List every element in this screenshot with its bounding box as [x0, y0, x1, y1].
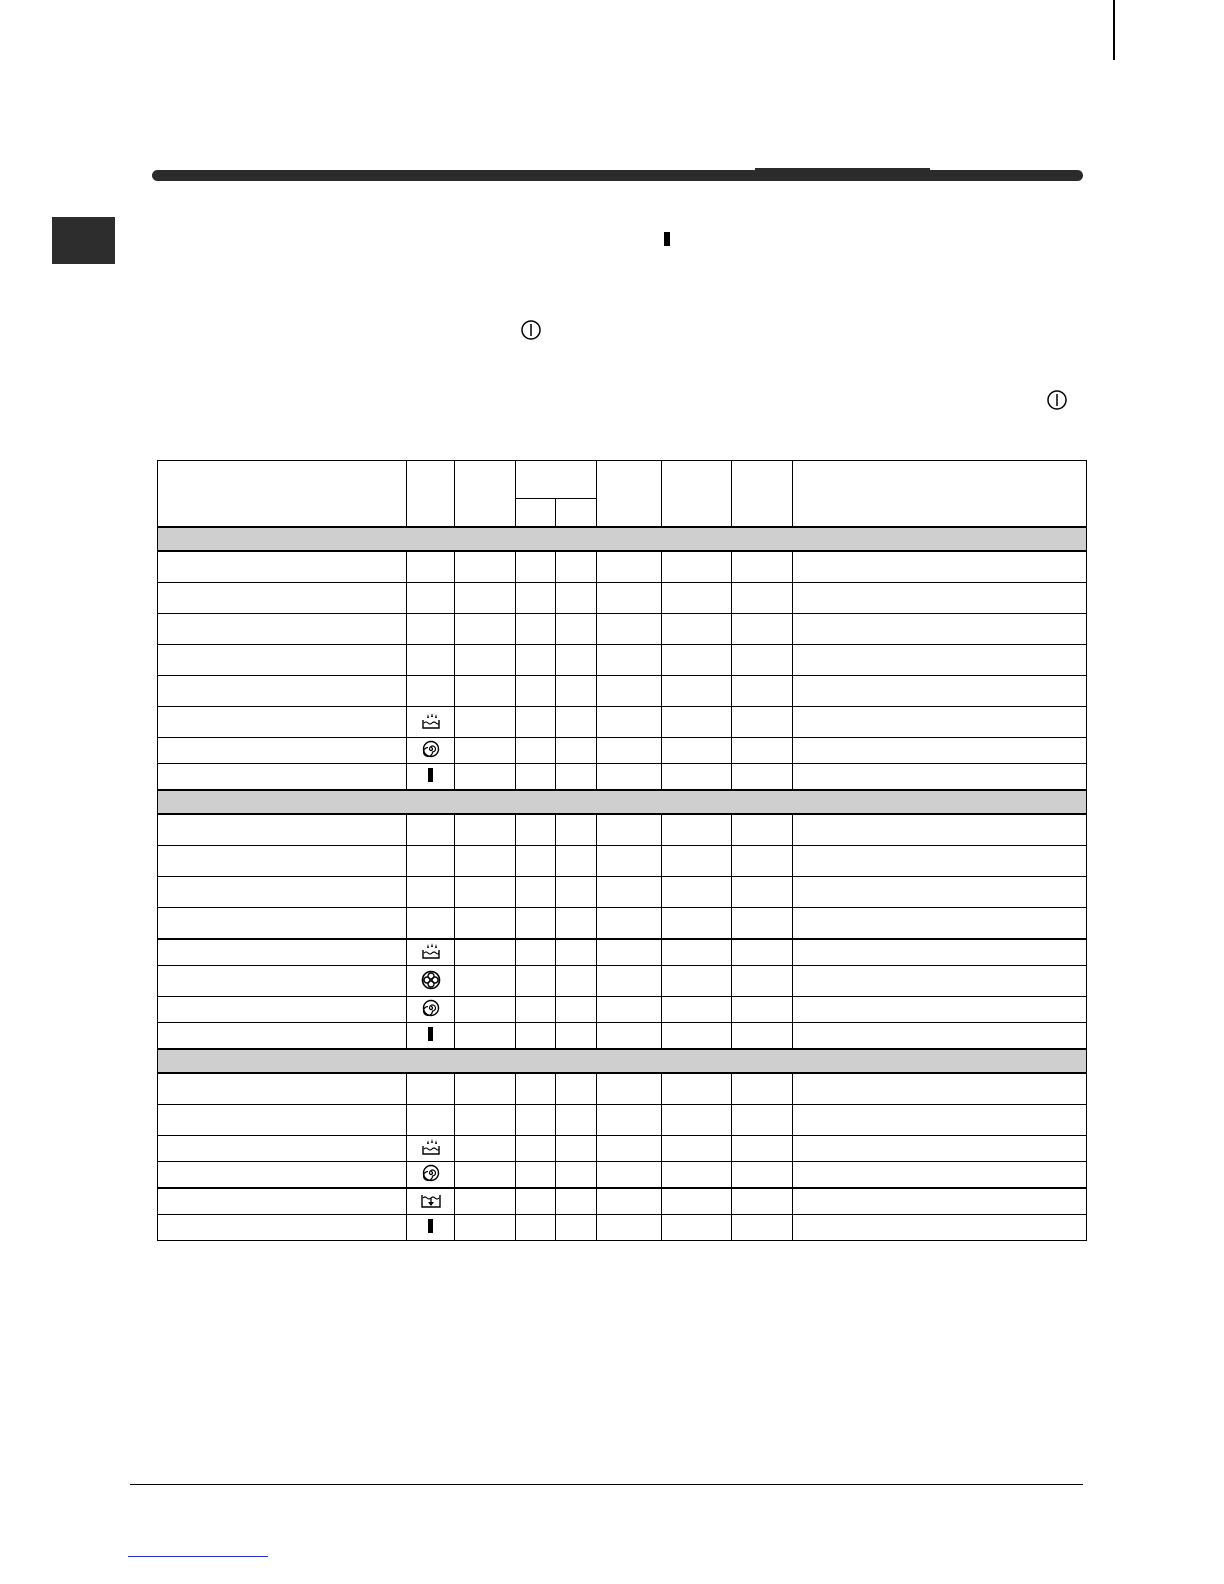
table-cell: [662, 814, 732, 846]
table-cell: [732, 877, 793, 908]
symbol-cell: [407, 939, 455, 966]
table-cell: [455, 939, 516, 966]
table-cell: [732, 1073, 793, 1105]
symbol-cell: [407, 1023, 455, 1050]
power-icon: [1046, 389, 1068, 416]
table-row: [158, 1073, 1087, 1105]
table-cell: [455, 676, 516, 707]
table-cell: [597, 738, 662, 764]
table-cell: [793, 997, 1087, 1023]
footer-link-underline: [128, 1556, 268, 1557]
table-cell: [597, 583, 662, 614]
table-cell: [516, 997, 556, 1023]
table-row: [158, 1105, 1087, 1136]
programme-cell: [158, 997, 407, 1023]
table-cell: [556, 1162, 597, 1189]
programme-cell: [158, 814, 407, 846]
table-cell: [556, 551, 597, 583]
table-cell: [597, 1188, 662, 1215]
programme-cell: [158, 1136, 407, 1162]
programme-cell: [158, 966, 407, 997]
table-row: [158, 939, 1087, 966]
table-cell: [662, 966, 732, 997]
table-cell: [793, 551, 1087, 583]
symbol-cell: [407, 738, 455, 764]
header-detergent-b: [556, 499, 597, 528]
table-cell: [597, 1162, 662, 1189]
table-cell: [793, 1162, 1087, 1189]
table-cell: [662, 738, 732, 764]
table-cell: [732, 645, 793, 676]
table-cell: [597, 1023, 662, 1050]
table-cell: [732, 1023, 793, 1050]
table-cell: [793, 877, 1087, 908]
drain-bar-icon: [428, 1027, 434, 1044]
table-cell: [732, 1162, 793, 1189]
table-cell: [455, 645, 516, 676]
rinse-icon: [421, 1138, 441, 1159]
table-cell: [662, 1188, 732, 1215]
table-cell: [662, 1105, 732, 1136]
table-cell: [793, 764, 1087, 791]
table-cell: [732, 764, 793, 791]
symbol-cell: [407, 1105, 455, 1136]
delicate-rinse-icon: [421, 970, 441, 993]
language-side-tab: [52, 217, 115, 264]
section-header-row: [158, 1049, 1087, 1073]
symbol-cell: [407, 676, 455, 707]
table-cell: [556, 1023, 597, 1050]
table-cell: [455, 764, 516, 791]
table-row: [158, 551, 1087, 583]
symbol-cell: [407, 846, 455, 877]
spin-icon: [422, 1164, 440, 1185]
symbol-cell: [407, 1188, 455, 1215]
table-row: [158, 583, 1087, 614]
table-cell: [793, 939, 1087, 966]
programme-cell: [158, 614, 407, 645]
table-cell: [516, 908, 556, 940]
symbol-cell: [407, 707, 455, 738]
table-cell: [516, 1162, 556, 1189]
table-row: [158, 814, 1087, 846]
section-title: [158, 1049, 1087, 1073]
table-cell: [732, 707, 793, 738]
table-cell: [455, 707, 516, 738]
table-cell: [662, 707, 732, 738]
table-cell: [793, 1073, 1087, 1105]
table-cell: [455, 1162, 516, 1189]
symbol-cell: [407, 908, 455, 940]
table-cell: [597, 846, 662, 877]
table-cell: [597, 645, 662, 676]
table-cell: [516, 551, 556, 583]
table-cell: [793, 1188, 1087, 1215]
rinse-icon: [421, 712, 441, 733]
symbol-cell: [407, 1215, 455, 1241]
programme-cell: [158, 1073, 407, 1105]
header-col7: [732, 461, 793, 528]
table-cell: [516, 814, 556, 846]
table-cell: [516, 676, 556, 707]
programme-cell: [158, 707, 407, 738]
table-cell: [662, 1023, 732, 1050]
table-row: [158, 877, 1087, 908]
table-cell: [455, 997, 516, 1023]
table-row: [158, 997, 1087, 1023]
table-cell: [793, 583, 1087, 614]
symbol-cell: [407, 583, 455, 614]
programmes-table: [157, 460, 1087, 1241]
programme-cell: [158, 583, 407, 614]
table-cell: [556, 645, 597, 676]
table-cell: [516, 1023, 556, 1050]
table-cell: [556, 939, 597, 966]
section-header-row: [158, 527, 1087, 551]
table-cell: [597, 814, 662, 846]
table-cell: [662, 614, 732, 645]
programme-cell: [158, 1188, 407, 1215]
table-cell: [597, 1073, 662, 1105]
table-cell: [597, 966, 662, 997]
table-cell: [732, 614, 793, 645]
table-row: [158, 1188, 1087, 1215]
table-cell: [662, 939, 732, 966]
table-row: [158, 707, 1087, 738]
table-row: [158, 764, 1087, 791]
table-cell: [662, 583, 732, 614]
table-cell: [597, 1136, 662, 1162]
table-cell: [516, 645, 556, 676]
table-cell: [793, 1023, 1087, 1050]
table-cell: [455, 877, 516, 908]
table-cell: [556, 997, 597, 1023]
table-cell: [597, 676, 662, 707]
header-description: [793, 461, 1087, 528]
bar-icon: [664, 232, 670, 251]
table-cell: [793, 814, 1087, 846]
table-row: [158, 614, 1087, 645]
table-cell: [516, 1105, 556, 1136]
symbol-cell: [407, 997, 455, 1023]
table-cell: [455, 738, 516, 764]
programme-cell: [158, 645, 407, 676]
table-cell: [732, 583, 793, 614]
symbol-cell: [407, 614, 455, 645]
programme-cell: [158, 764, 407, 791]
table-cell: [455, 1073, 516, 1105]
table-cell: [793, 614, 1087, 645]
section-title: [158, 527, 1087, 551]
table-row: [158, 645, 1087, 676]
table-cell: [597, 551, 662, 583]
table-cell: [455, 814, 516, 846]
table-cell: [556, 1188, 597, 1215]
table-cell: [732, 814, 793, 846]
top-bar: [152, 170, 1083, 181]
table-cell: [597, 908, 662, 940]
header-detergent-a: [516, 499, 556, 528]
table-cell: [732, 738, 793, 764]
table-cell: [793, 1215, 1087, 1241]
table-cell: [556, 676, 597, 707]
table-cell: [732, 966, 793, 997]
table-cell: [516, 1215, 556, 1241]
programme-cell: [158, 738, 407, 764]
table-row: [158, 676, 1087, 707]
table-cell: [597, 877, 662, 908]
programme-cell: [158, 908, 407, 940]
symbol-cell: [407, 966, 455, 997]
table-cell: [662, 846, 732, 877]
table-cell: [516, 583, 556, 614]
table-cell: [732, 997, 793, 1023]
table-row: [158, 908, 1087, 940]
rinse-icon: [421, 942, 441, 963]
table-cell: [455, 1215, 516, 1241]
table-cell: [556, 1215, 597, 1241]
programme-cell: [158, 846, 407, 877]
header-temperature: [455, 461, 516, 528]
table-cell: [732, 1188, 793, 1215]
programme-cell: [158, 1162, 407, 1189]
table-cell: [455, 583, 516, 614]
drain-bar-icon: [428, 1219, 434, 1236]
table-cell: [516, 966, 556, 997]
header-programme: [158, 461, 407, 528]
table-cell: [516, 614, 556, 645]
table-cell: [516, 707, 556, 738]
symbol-cell: [407, 1136, 455, 1162]
table-cell: [732, 676, 793, 707]
table-cell: [793, 707, 1087, 738]
power-icon: [520, 319, 542, 346]
section-header-row: [158, 790, 1087, 814]
table-cell: [732, 908, 793, 940]
programme-cell: [158, 939, 407, 966]
table-cell: [793, 1136, 1087, 1162]
table-cell: [556, 707, 597, 738]
spin-icon: [422, 999, 440, 1020]
symbol-cell: [407, 814, 455, 846]
table-cell: [556, 846, 597, 877]
table-cell: [455, 551, 516, 583]
table-cell: [556, 966, 597, 997]
table-cell: [556, 614, 597, 645]
symbol-cell: [407, 877, 455, 908]
table-cell: [556, 1105, 597, 1136]
table-cell: [793, 1105, 1087, 1136]
table-cell: [732, 846, 793, 877]
table-cell: [455, 1188, 516, 1215]
table-cell: [455, 1023, 516, 1050]
table-cell: [793, 908, 1087, 940]
symbol-cell: [407, 1162, 455, 1189]
table-cell: [556, 1136, 597, 1162]
table-cell: [662, 676, 732, 707]
pump-out-icon: [420, 1191, 442, 1212]
table-cell: [732, 939, 793, 966]
table-cell: [597, 997, 662, 1023]
table-cell: [556, 583, 597, 614]
table-cell: [597, 1215, 662, 1241]
table-cell: [556, 738, 597, 764]
table-cell: [556, 814, 597, 846]
table-cell: [662, 1136, 732, 1162]
programme-cell: [158, 676, 407, 707]
table-row: [158, 1162, 1087, 1189]
table-row: [158, 738, 1087, 764]
table-cell: [455, 1105, 516, 1136]
table-cell: [662, 1215, 732, 1241]
programme-cell: [158, 1023, 407, 1050]
table-cell: [793, 738, 1087, 764]
table-cell: [793, 645, 1087, 676]
section-title: [158, 790, 1087, 814]
table-row: [158, 1023, 1087, 1050]
header-col5: [597, 461, 662, 528]
table-cell: [732, 1105, 793, 1136]
header-detergent-group: [516, 461, 597, 499]
table-cell: [455, 1136, 516, 1162]
table-cell: [516, 939, 556, 966]
table-cell: [662, 764, 732, 791]
table-cell: [662, 551, 732, 583]
programme-cell: [158, 1105, 407, 1136]
table-cell: [556, 877, 597, 908]
table-cell: [516, 1136, 556, 1162]
table-cell: [793, 676, 1087, 707]
table-cell: [793, 966, 1087, 997]
table-cell: [516, 1073, 556, 1105]
table-cell: [516, 1188, 556, 1215]
table-cell: [597, 1105, 662, 1136]
programme-cell: [158, 551, 407, 583]
footer-rule: [130, 1484, 1083, 1485]
table-row: [158, 846, 1087, 877]
table-cell: [732, 551, 793, 583]
symbol-cell: [407, 645, 455, 676]
table-row: [158, 966, 1087, 997]
symbol-cell: [407, 1073, 455, 1105]
table-cell: [597, 707, 662, 738]
table-cell: [516, 846, 556, 877]
crop-mark-top-right: [1113, 0, 1115, 60]
table-row: [158, 1215, 1087, 1241]
table-cell: [516, 738, 556, 764]
header-symbol: [407, 461, 455, 528]
programme-cell: [158, 877, 407, 908]
table-row: [158, 1136, 1087, 1162]
table-cell: [732, 1136, 793, 1162]
table-cell: [662, 1073, 732, 1105]
header-col6: [662, 461, 732, 528]
programme-cell: [158, 1215, 407, 1241]
table-cell: [455, 966, 516, 997]
table-cell: [732, 1215, 793, 1241]
table-cell: [662, 908, 732, 940]
table-cell: [556, 764, 597, 791]
symbol-cell: [407, 764, 455, 791]
table-cell: [455, 908, 516, 940]
table-cell: [662, 877, 732, 908]
symbol-cell: [407, 551, 455, 583]
table-cell: [793, 846, 1087, 877]
table-cell: [597, 764, 662, 791]
table-cell: [556, 1073, 597, 1105]
table-cell: [516, 764, 556, 791]
table-cell: [597, 614, 662, 645]
table-cell: [662, 997, 732, 1023]
table-cell: [556, 908, 597, 940]
spin-icon: [422, 740, 440, 761]
table-cell: [597, 939, 662, 966]
table-cell: [455, 846, 516, 877]
table-cell: [662, 1162, 732, 1189]
table-cell: [662, 645, 732, 676]
table-cell: [516, 877, 556, 908]
table-cell: [455, 614, 516, 645]
drain-bar-icon: [428, 768, 434, 785]
